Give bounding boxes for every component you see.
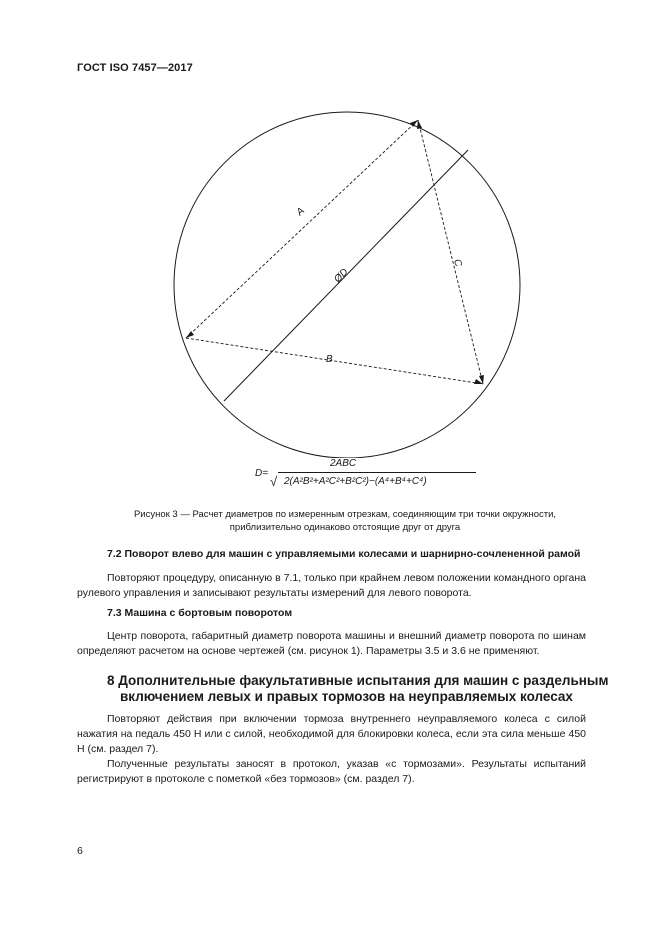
formula-numerator: 2ABC xyxy=(330,458,357,469)
heading-7-2: 7.2 Поворот влево для машин с управляемыми колесами и шарнирно-сочлененной рамой xyxy=(107,548,581,560)
paragraph-8-2: Полученные результаты заносят в протокол, указав «с тормозами». Результаты испытаний регистрируют в протоколе с пометкой «без тормозов» (см. раздел 7). xyxy=(77,758,586,785)
formula-lhs: D= xyxy=(255,468,269,479)
label-b: B xyxy=(326,354,333,365)
sqrt-icon: √ xyxy=(270,474,278,489)
fraction-bar xyxy=(278,472,476,473)
heading-8-line-2: включением левых и правых тормозов на неуправляемых колесах xyxy=(120,689,573,704)
paragraph-7-3: Центр поворота, габаритный диаметр поворота машины и внешний диаметр поворота по шинам определяют расчетом на основе чертежей (см. рисунок 1). Параметры 3.5 и 3.6 не применяют. xyxy=(77,630,586,657)
chord-b-line xyxy=(186,338,483,384)
heading-7-3: 7.3 Машина с бортовым поворотом xyxy=(107,607,293,619)
figure-caption xyxy=(110,508,580,534)
paragraph-8-1: Повторяют действия при включении тормоза внутреннего неуправляемого колеса с силой нажатия на педаль 450 Н или с силой, необходимой для блокировки колеса, если эта сила меньше 450 Н (см. раздел 7). xyxy=(77,713,586,755)
chord-a-line xyxy=(186,120,418,338)
heading-8-line-1: 8 Дополнительные факультативные испытания для машин с раздельным xyxy=(107,673,609,688)
caption-line-1: Рисунок 3 — Расчет диаметров по измеренным отрезкам, соединяющим три точки окружности, xyxy=(133,509,557,520)
document-header: ГОСТ ISO 7457—2017 xyxy=(77,62,193,74)
caption-line-2: приблизительно одинаково отстоящие друг от друга xyxy=(229,522,461,533)
label-d: ØD xyxy=(332,266,351,286)
circle-diameter-figure xyxy=(170,108,530,458)
arrow-a-start xyxy=(186,331,194,338)
arrow-c-start xyxy=(417,120,422,129)
paragraph-7-2: Повторяют процедуру, описанную в 7.1, только при крайнем левом положении командного органа рулевого управления и записывают результаты измерений для левого поворота. xyxy=(77,572,586,599)
label-a: A xyxy=(294,205,307,219)
label-c: C xyxy=(451,258,464,268)
measured-circle xyxy=(174,112,520,458)
diameter-formula xyxy=(240,458,460,500)
formula-denominator: 2(A²B²+A²C²+B²C²)−(A⁴+B⁴+C⁴) xyxy=(284,476,427,487)
page-number: 6 xyxy=(77,845,83,857)
chord-c-line xyxy=(418,120,483,384)
